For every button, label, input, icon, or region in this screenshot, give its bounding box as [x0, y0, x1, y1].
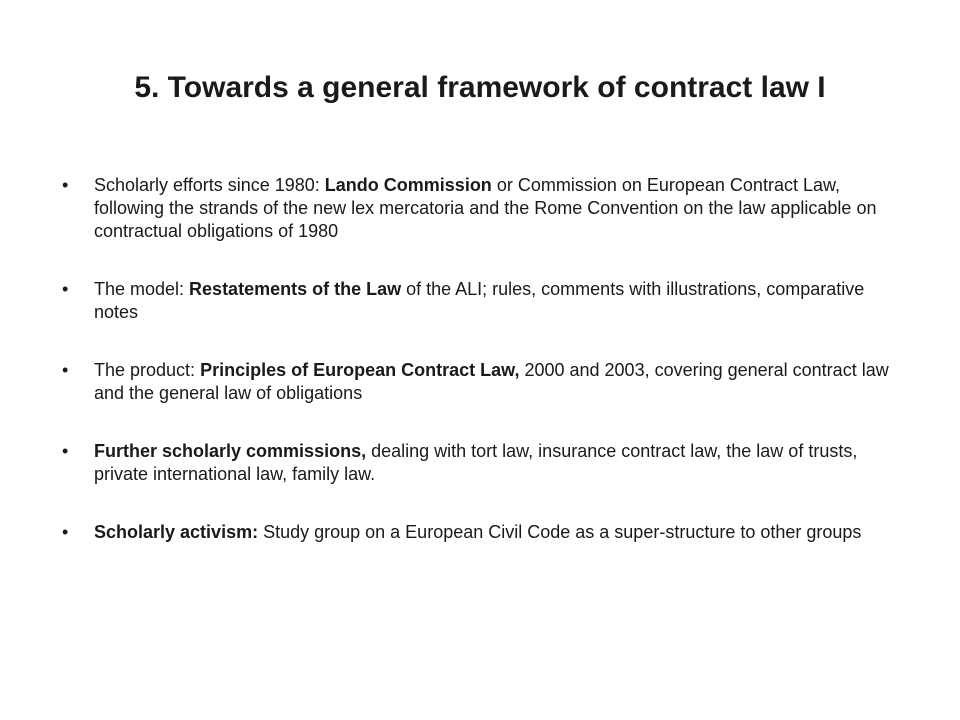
- bullet-text: [94, 522, 861, 542]
- bullet-icon: •: [62, 279, 69, 299]
- bullet-item: [62, 521, 902, 544]
- bullet-text-bold: Restatements of the Law: [189, 279, 402, 299]
- bullet-text-rest: of the ALI; rules, comments with illustrations, comparative notes: [94, 279, 865, 322]
- bullet-text: [94, 360, 889, 403]
- bullet-icon: •: [62, 522, 69, 542]
- bullet-icon: •: [62, 441, 69, 461]
- bullet-text: [94, 441, 857, 484]
- bullet-text-bold: Further scholarly commissions,: [94, 441, 367, 461]
- bullet-item: [62, 278, 902, 324]
- bullet-list: [62, 174, 902, 579]
- bullet-icon: •: [62, 175, 69, 195]
- bullet-text: [94, 175, 876, 241]
- bullet-text-rest: 2000 and 2003, covering general contract law and the general law of obligations: [94, 360, 889, 403]
- slide-title: 5. Towards a general framework of contract law I: [134, 71, 826, 104]
- bullet-text-rest: or Commission on European Contract Law, following the strands of the new lex mercatoria and the Rome Convention on the law applicable on contractual obligations of 1980: [94, 175, 877, 241]
- bullet-text-rest: Study group on a European Civil Code as a super-structure to other groups: [258, 522, 862, 542]
- bullet-text-rest: dealing with tort law, insurance contract law, the law of trusts, private international law, family law.: [94, 441, 858, 484]
- bullet-text-bold: Scholarly activism:: [94, 522, 259, 542]
- bullet-text-bold: Lando Commission: [324, 175, 492, 195]
- bullet-item: [62, 359, 902, 405]
- bullet-item: [62, 440, 902, 486]
- bullet-text: [94, 279, 864, 322]
- bullet-text-lead: The product:: [94, 360, 201, 380]
- bullet-text-lead: Scholarly efforts since 1980:: [94, 175, 325, 195]
- bullet-item: [62, 174, 902, 243]
- bullet-text-lead: The model:: [94, 279, 190, 299]
- bullet-icon: •: [62, 360, 69, 380]
- bullet-text-bold: Principles of European Contract Law,: [200, 360, 520, 380]
